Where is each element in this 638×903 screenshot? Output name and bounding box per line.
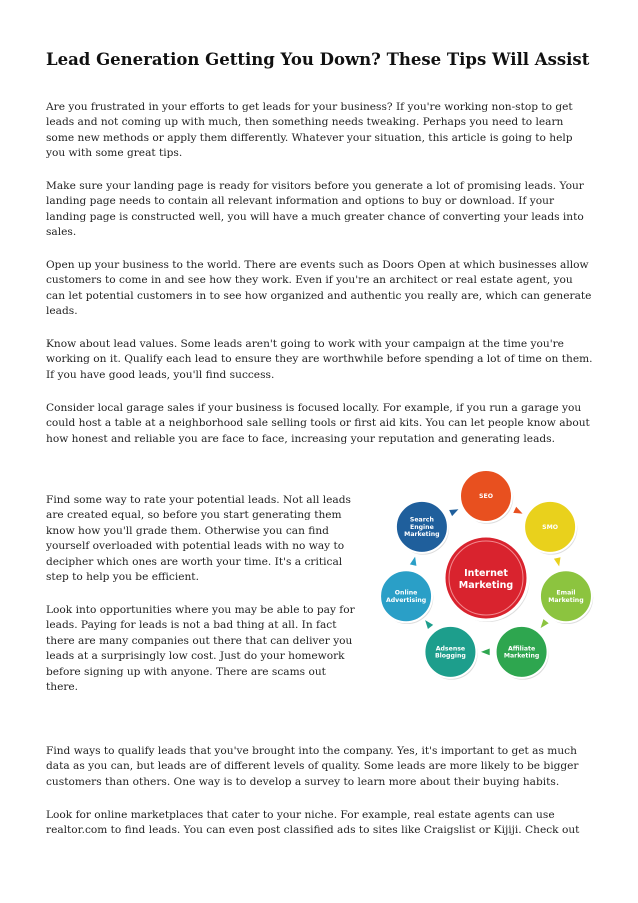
diagram-node-label: Marketing [503,652,540,660]
page-title: Lead Generation Getting You Down? These Tips Will Assist [46,50,590,69]
paragraph-9: Look for online marketplaces that cater to your niche. For example, real estate agents can use realtor.com to find leads. You can even post classified ads to sites like Craigslist or Kijiji. Check out [46,809,580,837]
ring-arrow [425,620,433,629]
diagram-node-label: Marketing [404,531,440,539]
internet-marketing-diagram [368,470,604,684]
ring-arrow [554,557,561,566]
paragraph-7: Look into opportunities where you may be able to pay for leads. Paying for leads is not a bad thing at all. In fact there are many companies out there that can deliver you leads at a surprisingly low cost. Just do your homework before signing up with anyone. There are scams out there. [46,604,355,694]
paragraph-6: Find some way to rate your potential leads. Not all leads are created equal, so before you start generating them know how you'll grade them. Otherwise you can find yourself overloaded with potential leads with no way to decipher which ones are worth your time. It's a critical step to help you be efficient. [46,494,351,584]
center-label: Marketing [458,580,514,591]
diagram-node-label: Marketing [548,596,584,604]
diagram-node-label: Advertising [385,596,427,604]
ring-arrow [541,619,549,628]
diagram-node-label: Affiliate [507,645,536,653]
diagram-node-label: Adsense [435,645,466,653]
paragraph-8: Find ways to qualify leads that you've brought into the company. Yes, it's important to get as much data as you can, but leads are of different levels of quality. Some leads are more likely to be bigger customers than others. One way is to develop a survey to learn more about their buying habits. [46,745,579,788]
ring-arrow [449,509,458,516]
diagram-node-label: Engine [409,523,434,531]
ring-arrow [481,649,490,656]
diagram-node-label: SMO [542,523,559,531]
ring-arrow [513,507,522,514]
paragraph-4: Know about lead values. Some leads aren't going to work with your campaign at the time you're working on it. Qualify each lead to ensure they are worthwhile before spending a lot of time on them. If you have good leads, you'll find success. [46,338,593,381]
diagram-node-label: Search [409,516,434,524]
paragraph-1: Are you frustrated in your efforts to get leads for your business? If you're working non-stop to get leads and not coming up with much, then something needs tweaking. Perhaps you need to learn some new methods or apply them differently. Whatever your situation, this article is going to help you with some great tips. [46,101,573,160]
diagram-node-label: Email [556,589,576,597]
paragraph-5: Consider local garage sales if your business is focused locally. For example, if you run a garage you could host a table at a neighborhood sale selling tools or first aid kits. You can let people know about how honest and reliable you are face to face, increasing your reputation and generating leads. [46,402,590,445]
diagram-node-label: Online [394,589,418,597]
paragraph-3: Open up your business to the world. There are events such as Doors Open at which businesses allow customers to come in and see how they work. Even if you're an architect or real estate agent, you can let potential customers in to see how organized and authentic you really are, which can generate leads. [46,259,592,318]
paragraph-2: Make sure your landing page is ready for visitors before you generate a lot of promising leads. Your landing page needs to contain all relevant information and options to buy or download. If your landing page is constructed well, you will have a much greater chance of converting your leads into sales. [46,180,584,239]
ring-arrow [410,557,417,566]
diagram-node-label: SEO [479,493,493,500]
diagram-node-label: Blogging [434,652,466,660]
center-label: Internet [464,568,508,579]
